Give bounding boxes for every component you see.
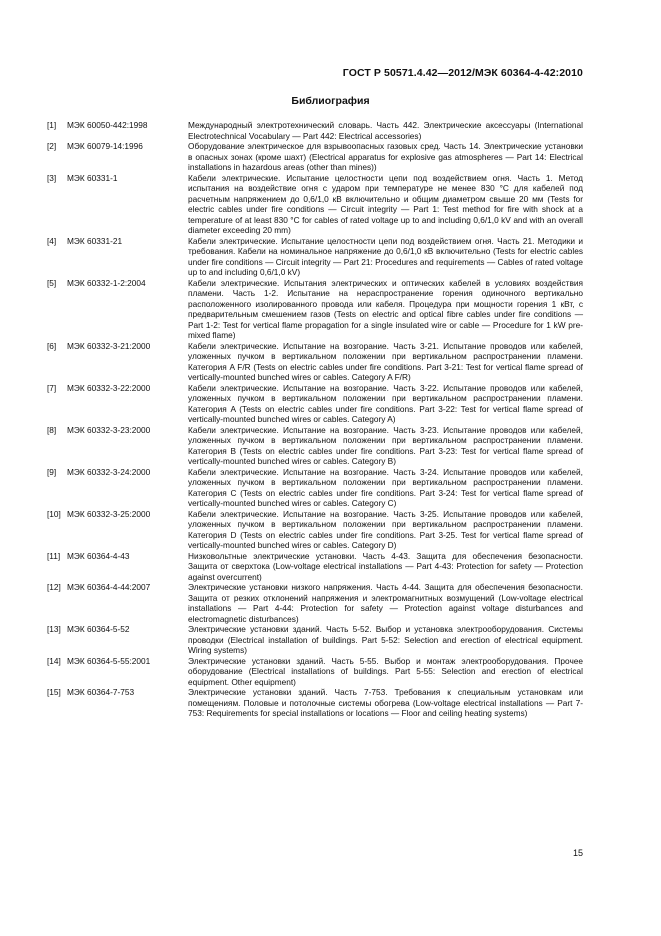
entry-number: [14]	[47, 655, 61, 666]
entry-code: МЭК 60079-14:1996	[67, 141, 143, 151]
bibliography-list	[47, 120, 583, 719]
entry-code: МЭК 60364-5-55:2001	[67, 655, 151, 666]
entry-number: [5]	[47, 277, 57, 288]
entry-description: Международный электротехнический словарь. Часть 442. Электрические аксессуары (International Electrotechnical Vocabulary — Part 442: Electrical accessories)	[188, 120, 583, 141]
entry-number: [15]	[47, 687, 61, 697]
bibliography-entry	[47, 551, 583, 583]
entry-description: Кабели электрические. Испытание целостности цепи под воздействием огня. Часть 1. Метод испытания на воздействие огня с ударом при температуре не менее 830 °С для кабелей под расчетным напряжением до 0,6/1,0 кВ включительно и общим диаметром свыше 20 мм (Tests for electric cables under fire conditions — Circuit integrity — Part 1: Test method for fire with shock at a temperature of at least 830 °C for cables of rated voltage up to and including 0,6/1,0 kV and with an overall diameter exceeding 20 mm)	[188, 172, 583, 235]
entry-code: МЭК 60364-4-43	[67, 550, 130, 561]
entry-number: [9]	[47, 466, 57, 477]
bibliography-entry	[47, 425, 583, 467]
entry-description: Электрические установки низкого напряжения. Часть 4-44. Защита для обеспечения безопасности. Защита от резких отклонений напряжения и электромагнитных возмущений (Low-voltage electrical installations — Part 4-44: Protection for safety — Protection against voltage disturbances and electromagnetic disturbances)	[188, 582, 583, 624]
entry-number: [4]	[47, 235, 57, 246]
entry-code: МЭК 60332-3-23:2000	[67, 424, 151, 435]
document-header: ГОСТ Р 50571.4.42—2012/МЭК 60364-4-42:2010	[342, 67, 583, 79]
bibliography-entry	[47, 278, 583, 341]
bibliography-entry	[47, 509, 583, 551]
page-number: 15	[572, 848, 583, 858]
bibliography-entry	[47, 624, 583, 656]
page-title: Библиография	[291, 95, 370, 107]
entry-code: МЭК 60332-3-21:2000	[67, 340, 151, 351]
entry-code: МЭК 60364-4-44:2007	[67, 582, 151, 592]
entry-description: Кабели электрические. Испытание на возгорание. Часть 3-22. Испытание проводов или кабелей, уложенных пучком в вертикальном положении при вертикальном распространении пламени. Категория A (Tests on electric cables under fire conditions. Part 3-22: Test for vertical flame spread of vertically-mounted bunched wires or cables. Category A)	[188, 382, 583, 424]
entry-number: [3]	[47, 172, 57, 183]
bibliography-entry	[47, 656, 583, 688]
entry-number: [10]	[47, 508, 61, 519]
entry-code: МЭК 60332-3-25:2000	[67, 508, 151, 519]
entry-description: Кабели электрические. Испытание на возгорание. Часть 3-24. Испытание проводов или кабелей, уложенных пучком в вертикальном положении при вертикальном распространении пламени. Категория C (Tests on electric cables under fire conditions. Part 3-24: Test for vertical flame spread of vertically-mounted bunched wires or cables. Category C)	[188, 466, 583, 508]
bibliography-entry	[47, 582, 583, 624]
entry-code: МЭК 60331-1	[67, 172, 118, 183]
bibliography-entry	[47, 236, 583, 278]
entry-description: Кабели электрические. Испытание целостности цепи под воздействием огня. Часть 21. Методики и требования. Кабели на номинальное напряжение до 0,6/1,0 кВ включительно (Tests for electric cables under fire conditions — Circuit integrity — Part 21: Procedures and requirements — Cables of rated voltage up to and including 0,6/1,0 kV)	[188, 235, 583, 277]
entry-number: [13]	[47, 624, 61, 634]
entry-code: МЭК 60364-7-753	[67, 687, 135, 697]
bibliography-entry	[47, 173, 583, 236]
entry-number: [6]	[47, 340, 57, 351]
entry-code: МЭК 60364-5-52	[67, 624, 130, 634]
entry-description: Кабели электрические. Испытание на возгорание. Часть 3-23. Испытание проводов или кабелей, уложенных пучком в вертикальном положении при вертикальном распространении пламени. Категория B (Tests on electric cables under fire conditions. Part 3-23: Test for vertical flame spread of vertically-mounted bunched wires or cables. Category B)	[188, 424, 583, 466]
bibliography-entry	[47, 120, 583, 141]
entry-number: [1]	[47, 120, 57, 130]
entry-description: Кабели электрические. Испытание на возгорание. Часть 3-21. Испытание проводов или кабелей, уложенных пучком в вертикальном положении при вертикальном распространении пламени. Категория A F/R (Tests on electric cables under fire conditions. Part 3-21: Test for vertical flame spread of vertically-mounted bunched wires or cables. Category A F/R)	[188, 340, 583, 382]
bibliography-entry	[47, 467, 583, 509]
entry-description: Электрические установки зданий. Часть 7-753. Требования к специальным установкам или помещениям. Половые и потолочные системы обогрева (Low-voltage electrical installations — Part 7-753: Requirements for special installations or locations — Floor and ceiling heating systems)	[188, 687, 583, 718]
entry-description: Кабели электрические. Испытания электрических и оптических кабелей в условиях воздействия пламени. Часть 1-2. Испытание на нераспространение горения одиночного вертикально расположенного изолированного провода или кабеля. Процедура при мощности горения 1 кВт, с предварительным смешением газов (Tests on electric and optical fibre cables under fire conditions — Part 1-2: Test for vertical flame propagation for a single insulated wire or cable — Procedure for 1 kW pre-mixed flame)	[188, 277, 583, 340]
bibliography-entry	[47, 383, 583, 425]
entry-description: Электрические установки зданий. Часть 5-55. Выбор и монтаж электрооборудования. Прочее оборудование (Electrical installations of buildings. Part 5-55: Selection and erection of electrical equipment. Other equipment)	[188, 655, 583, 687]
entry-number: [12]	[47, 582, 61, 592]
entry-description: Низковольтные электрические установки. Часть 4-43. Защита для обеспечения безопасности. Защита от сверхтока (Low-voltage electrical installations — Part 4-43: Protection for safety — Protection against overcurrent)	[188, 550, 583, 582]
entry-code: МЭК 60332-3-22:2000	[67, 382, 151, 393]
entry-number: [11]	[47, 550, 61, 561]
entry-code: МЭК 60332-3-24:2000	[67, 466, 151, 477]
entry-code: МЭК 60332-1-2:2004	[67, 277, 146, 288]
entry-number: [2]	[47, 141, 57, 151]
entry-description: Оборудование электрическое для взрывоопасных газовых сред. Часть 14. Электрические установки в опасных зонах (кроме шахт) (Electrical apparatus for explosive gas atmospheres — Part 14: Electrical installations in hazardous areas (other than mines))	[188, 141, 583, 172]
entry-number: [7]	[47, 382, 57, 393]
entry-number: [8]	[47, 424, 57, 435]
entry-code: МЭК 60331-21	[67, 235, 123, 246]
entry-description: Электрические установки зданий. Часть 5-52. Выбор и установка электрооборудования. Системы проводки (Electrical installation of buildings. Part 5-52: Selection and erection of electrical equipment. Wiring systems)	[188, 624, 583, 655]
bibliography-entry	[47, 341, 583, 383]
entry-description: Кабели электрические. Испытание на возгорание. Часть 3-25. Испытание проводов или кабелей, уложенных пучком в вертикальном положении при вертикальном распространении пламени. Категория D (Tests on electric cables under fire conditions. Part 3-25. Test for vertical flame spread of vertically-mounted bunched wires or cables. Category D)	[188, 508, 583, 550]
entry-code: МЭК 60050-442:1998	[67, 120, 148, 130]
bibliography-entry	[47, 687, 583, 719]
bibliography-entry	[47, 141, 583, 173]
